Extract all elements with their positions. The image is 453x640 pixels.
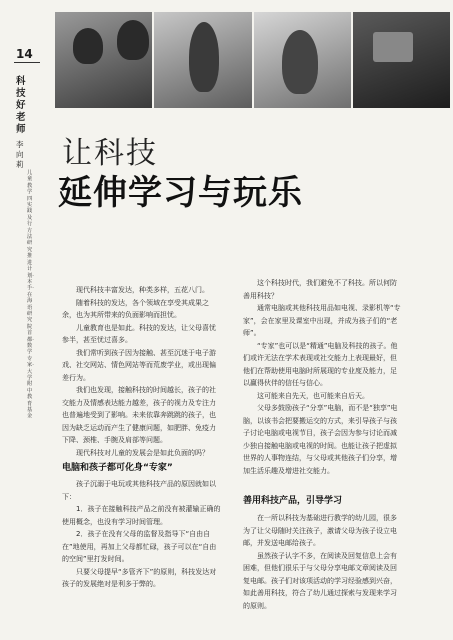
- title-line-1: 让科技: [62, 136, 158, 171]
- paragraph: 虽然孩子认字不多，在阅读及回复信息上会有困难，但他们很乐于与父母分享电邮文章阅读及回复电邮。孩子们对该项活动的学习经验感到兴奋，如此善用科技，符合了幼儿通过探索与发现来学习的原则。: [243, 551, 397, 610]
- photo-child-tablet-dark: [353, 12, 450, 108]
- paragraph: 只要父母提早“多管齐下”的原则，科技发达对孩子的发展绝对是利多于弊的。: [62, 567, 217, 588]
- photo-girl-with-tablet: [254, 12, 351, 108]
- photo-boy-with-device: [154, 12, 251, 108]
- paragraph: 父母多鼓励孩子“分享”电脑，而不是“独享”电脑，以该书会把要搬运交的方式，来引导孩子与孩子讨论电脑或电视节目，孩子会因为参与讨论而减少独自接触电脑或电视的时间。也能让孩子把虚拟世界的人事物连结，与父母或其他孩子们分享，增加生活乐趣及增进社交能力。: [243, 404, 398, 475]
- right-subhead: 善用科技产品，引导学习: [243, 496, 343, 506]
- paragraph: 通常电脑或其他科技用品如电视、录影机等“专家”，会在家里及课室中出现，并成为孩子们的“老师”。: [243, 304, 401, 337]
- paragraph: 随着科技的发达，各个领域在享受其成果之余，也为其所带来的负面影响而担忧。: [62, 298, 209, 319]
- divider: [14, 62, 40, 63]
- paragraph: “专家”也可以是“精通”电脑及科技的孩子。他们或许无法在学术表现或社交能力上表现最好，但他们在帮助使用电脑时所展现的专业度及能力，足以赢得伙伴的信任与信心。: [243, 341, 398, 387]
- author-name: 李向莉: [16, 140, 24, 169]
- paragraph: 在一所以科技为基础进行教学的幼儿园，很多为了让父母随时关注孩子，激请父母为孩子设立电邮，并发送电邮给孩子。: [243, 514, 397, 547]
- paragraph: 这个科技时代，我们避免不了科技。所以何防善用科技？: [243, 279, 397, 300]
- paragraph: 2．孩子在没有父母的监督及指导下“自由自在”地使用，再加上父母都忙碌，孩子可以在“自由的空间”里打发时间。: [62, 530, 217, 563]
- paragraph: 我们也发现，接触科技的时间越长，孩子的社交能力及情感表达能力越差，孩子的视力及专注力也普遍地受到了影响。未来依靠奔跳跳的孩子，也因为缺乏运动而产生了健康问题，如肥胖、免疫力下降、颈椎、手腕及肩部等问题。: [62, 386, 216, 444]
- paragraph: 儿童教育也是如此。科技的发达，让父母喜忧参半，甚至忧过喜多。: [62, 323, 216, 344]
- paragraph: 1．孩子在接触科技产品之前没有被灌输正确的使用概念，也没有学习时间管理。: [62, 505, 221, 526]
- author-bio: 儿童教学四实践及行方法研究推进计划·本手·在海语研究院首都·数学专家·大学附中教育基金: [27, 170, 34, 420]
- photo-children-headphones: [55, 12, 152, 108]
- section-title: 科技好老师: [16, 76, 26, 135]
- left-subhead: 电脑和孩子都可化身“专家”: [62, 463, 173, 473]
- paragraph: 我们常听到孩子因为接触、甚至沉迷于电子游戏、社交网站、情色网站等而荒废学业，或出现偏差行为。: [62, 348, 216, 382]
- left-column-2: [62, 478, 222, 591]
- left-column: [62, 284, 222, 459]
- paragraph: 这可能来自先天，也可能来自后天。: [257, 391, 369, 400]
- right-column-2: [243, 512, 403, 612]
- paragraph: 现代科技丰富发达，种类多样，五花八门。: [76, 286, 209, 294]
- paragraph: 现代科技对儿童的发展会是如此负面的吗？: [76, 448, 209, 457]
- paragraph: 孩子沉溺于电玩或其他科技产品的原因就如以下：: [62, 480, 216, 501]
- photo-strip: [55, 12, 450, 108]
- right-column: [243, 277, 403, 477]
- title-line-2: 延伸学习与玩乐: [58, 173, 303, 213]
- page-number: 14: [16, 47, 33, 61]
